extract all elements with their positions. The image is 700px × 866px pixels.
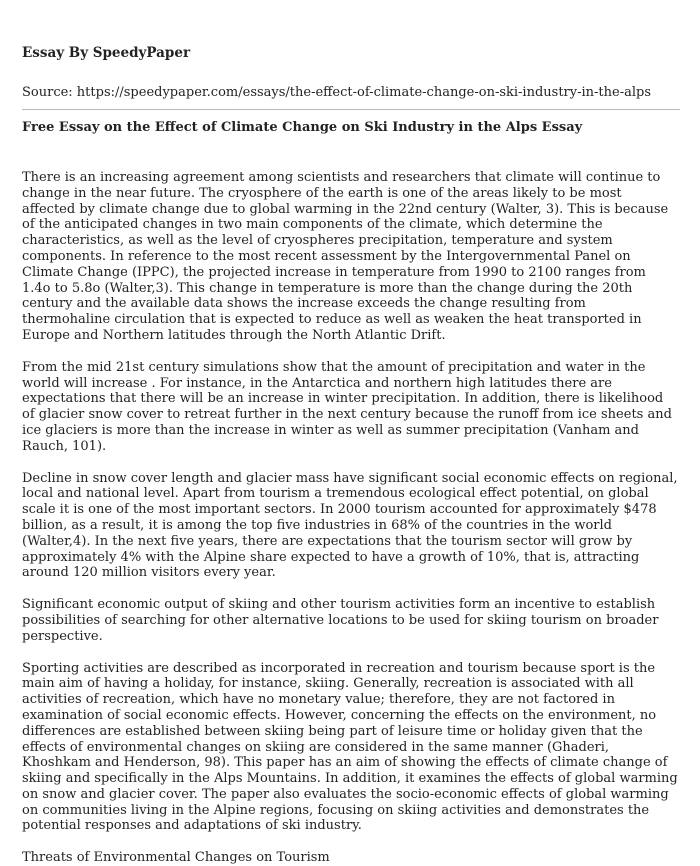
header-divider <box>22 109 680 110</box>
essay-paragraph: Significant economic output of skiing and other tourism activities form an incentive to establish possibilities of searching for other alternative locations to be used for skiing tourism on broader perspective. <box>22 597 659 644</box>
essay-paragraph: Decline in snow cover length and glacier mass have significant social economic effects on regional, local and national level. Apart from tourism a tremendous ecological effect potential, on global scale it is one of the most important sectors. In 2000 tourism accounted for approximately $478 billion, as a result, it is among the top five industries in 68% of the countries in the world (Walter,4). In the next five years, there are expectations that the tourism sector will grow by approximately 4% with the Alpine share expected to have a growth of 10%, that is, attracting around 120 million visitors every year. <box>22 470 678 581</box>
document-header <box>22 44 682 102</box>
essay-body <box>22 170 678 866</box>
essay-paragraph: Sporting activities are described as incorporated in recreation and tourism because sport is the main aim of having a holiday, for instance, skiing. Generally, recreation is associated with all activities of recreation, which have no monetary value; therefore, they are not factored in examination of social economic effects. However, concerning the effects on the environment, no differences are established between skiing being part of leisure time or holiday given that the effects of environmental changes on skiing are considered in the same manner (Ghaderi, Khoshkam and Henderson, 98). This paper has an aim of showing the effects of climate change of skiing and specifically in the Alps Mountains. In addition, it examines the effects of global warming on snow and glacier cover. The paper also evaluates the socio-economic effects of global warming on communities living in the Alpine regions, focusing on skiing activities and demonstrates the potential responses and adaptations of ski industry. <box>22 660 678 834</box>
section-heading: Threats of Environmental Changes on Tourism <box>22 850 330 866</box>
brand-title: Essay By SpeedyPaper <box>22 45 191 61</box>
source-line: Source: https://speedypaper.com/essays/the-effect-of-climate-change-on-ski-industry-in-the-alps <box>22 85 652 100</box>
essay-title: Free Essay on the Effect of Climate Change on Ski Industry in the Alps Essay <box>22 120 583 135</box>
essay-paragraph: There is an increasing agreement among scientists and researchers that climate will continue to change in the near future. The cryosphere of the earth is one of the areas likely to be most affected by climate change due to global warming in the 22nd century (Walter, 3). This is because of the anticipated changes in two main components of the climate, which determine the characteristics, as well as the level of cryospheres precipitation, temperature and system components. In reference to the most recent assessment by the Intergovernmental Panel on Climate Change (IPPC), the projected increase in temperature from 1990 to 2100 ranges from 1.4o to 5.8o (Walter,3). This change in temperature is more than the change during the 20th century and the available data shows the increase exceeds the change resulting from thermohaline circulation that is expected to reduce as well as weaken the heat transported in Europe and Northern latitudes through the North Atlantic Drift. <box>22 170 669 343</box>
essay-paragraph: From the mid 21st century simulations show that the amount of precipitation and water in the world will increase . For instance, in the Antarctica and northern high latitudes there are expectations that there will be an increase in winter precipitation. In addition, there is likelihood of glacier snow cover to retreat further in the next century because the runoff from ice sheets and ice glaciers is more than the increase in winter as well as summer precipitation (Vanham and Rauch, 101). <box>22 359 672 454</box>
